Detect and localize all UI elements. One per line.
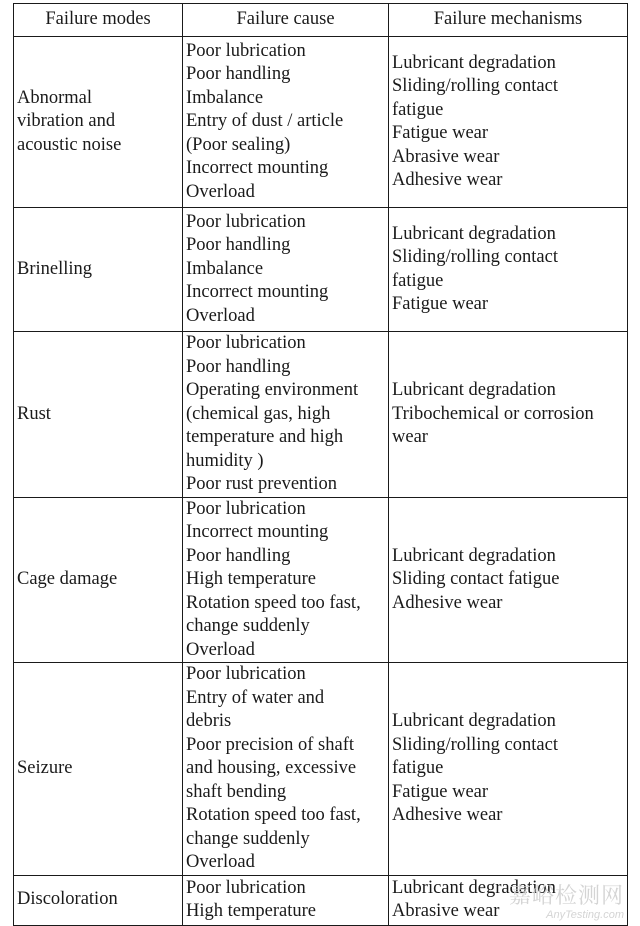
header-failure-modes: Failure modes [14,4,183,37]
failure-cause-item: Rotation speed too fast, [186,592,361,613]
failure-cause-item: Poor rust prevention [186,474,338,494]
failure-mechanism-item: fatigue [392,99,444,120]
failure-cause-item: Overload [186,181,255,202]
table-row [14,208,628,332]
header-failure-cause: Failure cause [183,4,389,37]
failure-cause-item: Poor handling [186,545,291,566]
failure-mechanism-item: Lubricant degradation [392,545,556,566]
failure-mode-text: Abnormal [17,87,93,108]
failure-mechanism-item: Sliding/rolling contact [392,247,558,267]
failure-mode-cell [14,332,183,498]
failure-mechanism-item: fatigue [392,270,444,291]
failure-mechanism-item: wear [392,427,428,447]
failure-mechanism-item: Abrasive wear [392,146,500,167]
failure-cause-item: Overload [186,639,255,660]
failure-modes-table [13,3,628,926]
failure-mechanism-cell [389,875,628,925]
failure-cause-item: High temperature [186,901,316,921]
failure-cause-cell [183,497,389,663]
failure-cause-item: Imbalance [186,87,264,108]
failure-cause-item: Overload [186,305,255,326]
failure-cause-item: Poor lubrication [186,333,306,353]
failure-cause-item: (Poor sealing) [186,134,291,155]
failure-cause-cell [183,332,389,498]
failure-mechanism-item: Adhesive wear [392,170,503,190]
failure-cause-cell [183,37,389,208]
failure-mode-text: vibration and [17,111,116,132]
table-row [14,497,628,663]
failure-mechanism-item: Fatigue wear [392,781,489,802]
failure-cause-item: Poor lubrication [186,211,306,232]
failure-cause-item: Poor lubrication [186,664,306,684]
failure-cause-cell [183,208,389,332]
failure-mode-text: Cage damage [17,569,118,589]
failure-cause-item: Rotation speed too fast, [186,805,361,825]
failure-mode-text: Seizure [17,758,73,778]
failure-mechanism-item: Lubricant degradation [392,52,556,73]
failure-mechanism-item: fatigue [392,758,444,778]
failure-mechanism-item: Lubricant degradation [392,711,556,731]
failure-mode-cell [14,875,183,925]
failure-mechanism-item: Lubricant degradation [392,223,556,244]
failure-mechanism-item: Adhesive wear [392,592,503,613]
failure-mechanism-item: Fatigue wear [392,294,489,314]
header-row [14,4,628,37]
failure-mechanism-cell [389,208,628,332]
failure-cause-item: Imbalance [186,258,264,279]
failure-cause-item: Poor handling [186,64,291,85]
failure-cause-item: humidity ) [186,450,264,471]
failure-cause-item: Incorrect mounting [186,522,329,542]
failure-mode-cell [14,208,183,332]
failure-cause-item: debris [186,711,232,731]
failure-cause-item: Operating environment [186,380,359,400]
failure-cause-item: Poor lubrication [186,877,306,898]
failure-cause-item: Poor lubrication [186,40,306,61]
failure-cause-item: shaft bending [186,781,287,802]
failure-mode-text: Brinelling [17,258,93,279]
failure-mechanism-item: Abrasive wear [392,901,500,921]
failure-cause-item: Incorrect mounting [186,158,329,179]
failure-mode-cell [14,663,183,876]
failure-mechanism-cell [389,37,628,208]
failure-cause-item: Incorrect mounting [186,282,329,303]
failure-mode-cell [14,497,183,663]
table-body [14,37,628,926]
failure-cause-item: Overload [186,852,255,872]
header-failure-mechanisms: Failure mechanisms [389,4,628,37]
watermark-text-en: AnyTesting.com [546,909,624,921]
failure-cause-item: Entry of dust / article [186,111,344,132]
failure-mode-text: Rust [17,403,51,424]
failure-cause-item: Poor handling [186,235,291,256]
failure-mechanism-item: Fatigue wear [392,123,489,143]
failure-cause-item: change suddenly [186,616,310,636]
failure-cause-item: change suddenly [186,828,310,849]
failure-cause-item: High temperature [186,569,316,589]
failure-mechanism-item: Sliding/rolling contact [392,734,558,755]
table-row [14,875,628,925]
failure-mechanism-item: Sliding/rolling contact [392,76,558,96]
failure-cause-item: Entry of water and [186,687,325,708]
failure-cause-cell [183,875,389,925]
failure-mechanism-item: Lubricant degradation [392,877,556,898]
failure-mechanism-cell [389,332,628,498]
table-row [14,37,628,208]
watermark-text-cn: 嘉峪检测网 [508,884,624,909]
failure-mechanism-item: Lubricant degradation [392,380,556,400]
failure-cause-item: and housing, excessive [186,758,357,778]
failure-cause-cell [183,663,389,876]
failure-mechanism-cell [389,497,628,663]
failure-mechanism-item: Adhesive wear [392,805,503,825]
failure-cause-item: temperature and high [186,427,344,447]
failure-mode-text: acoustic noise [17,134,122,155]
failure-cause-item: Poor lubrication [186,498,306,519]
failure-cause-item: (chemical gas, high [186,403,331,424]
failure-mode-cell [14,37,183,208]
failure-cause-item: Poor precision of shaft [186,734,355,755]
table-row [14,663,628,876]
failure-mechanism-cell [389,663,628,876]
failure-mechanism-item: Sliding contact fatigue [392,569,560,589]
table-row [14,332,628,498]
failure-mode-text: Discoloration [17,889,118,910]
failure-cause-item: Poor handling [186,356,291,377]
failure-mechanism-item: Tribochemical or corrosion [392,403,594,424]
